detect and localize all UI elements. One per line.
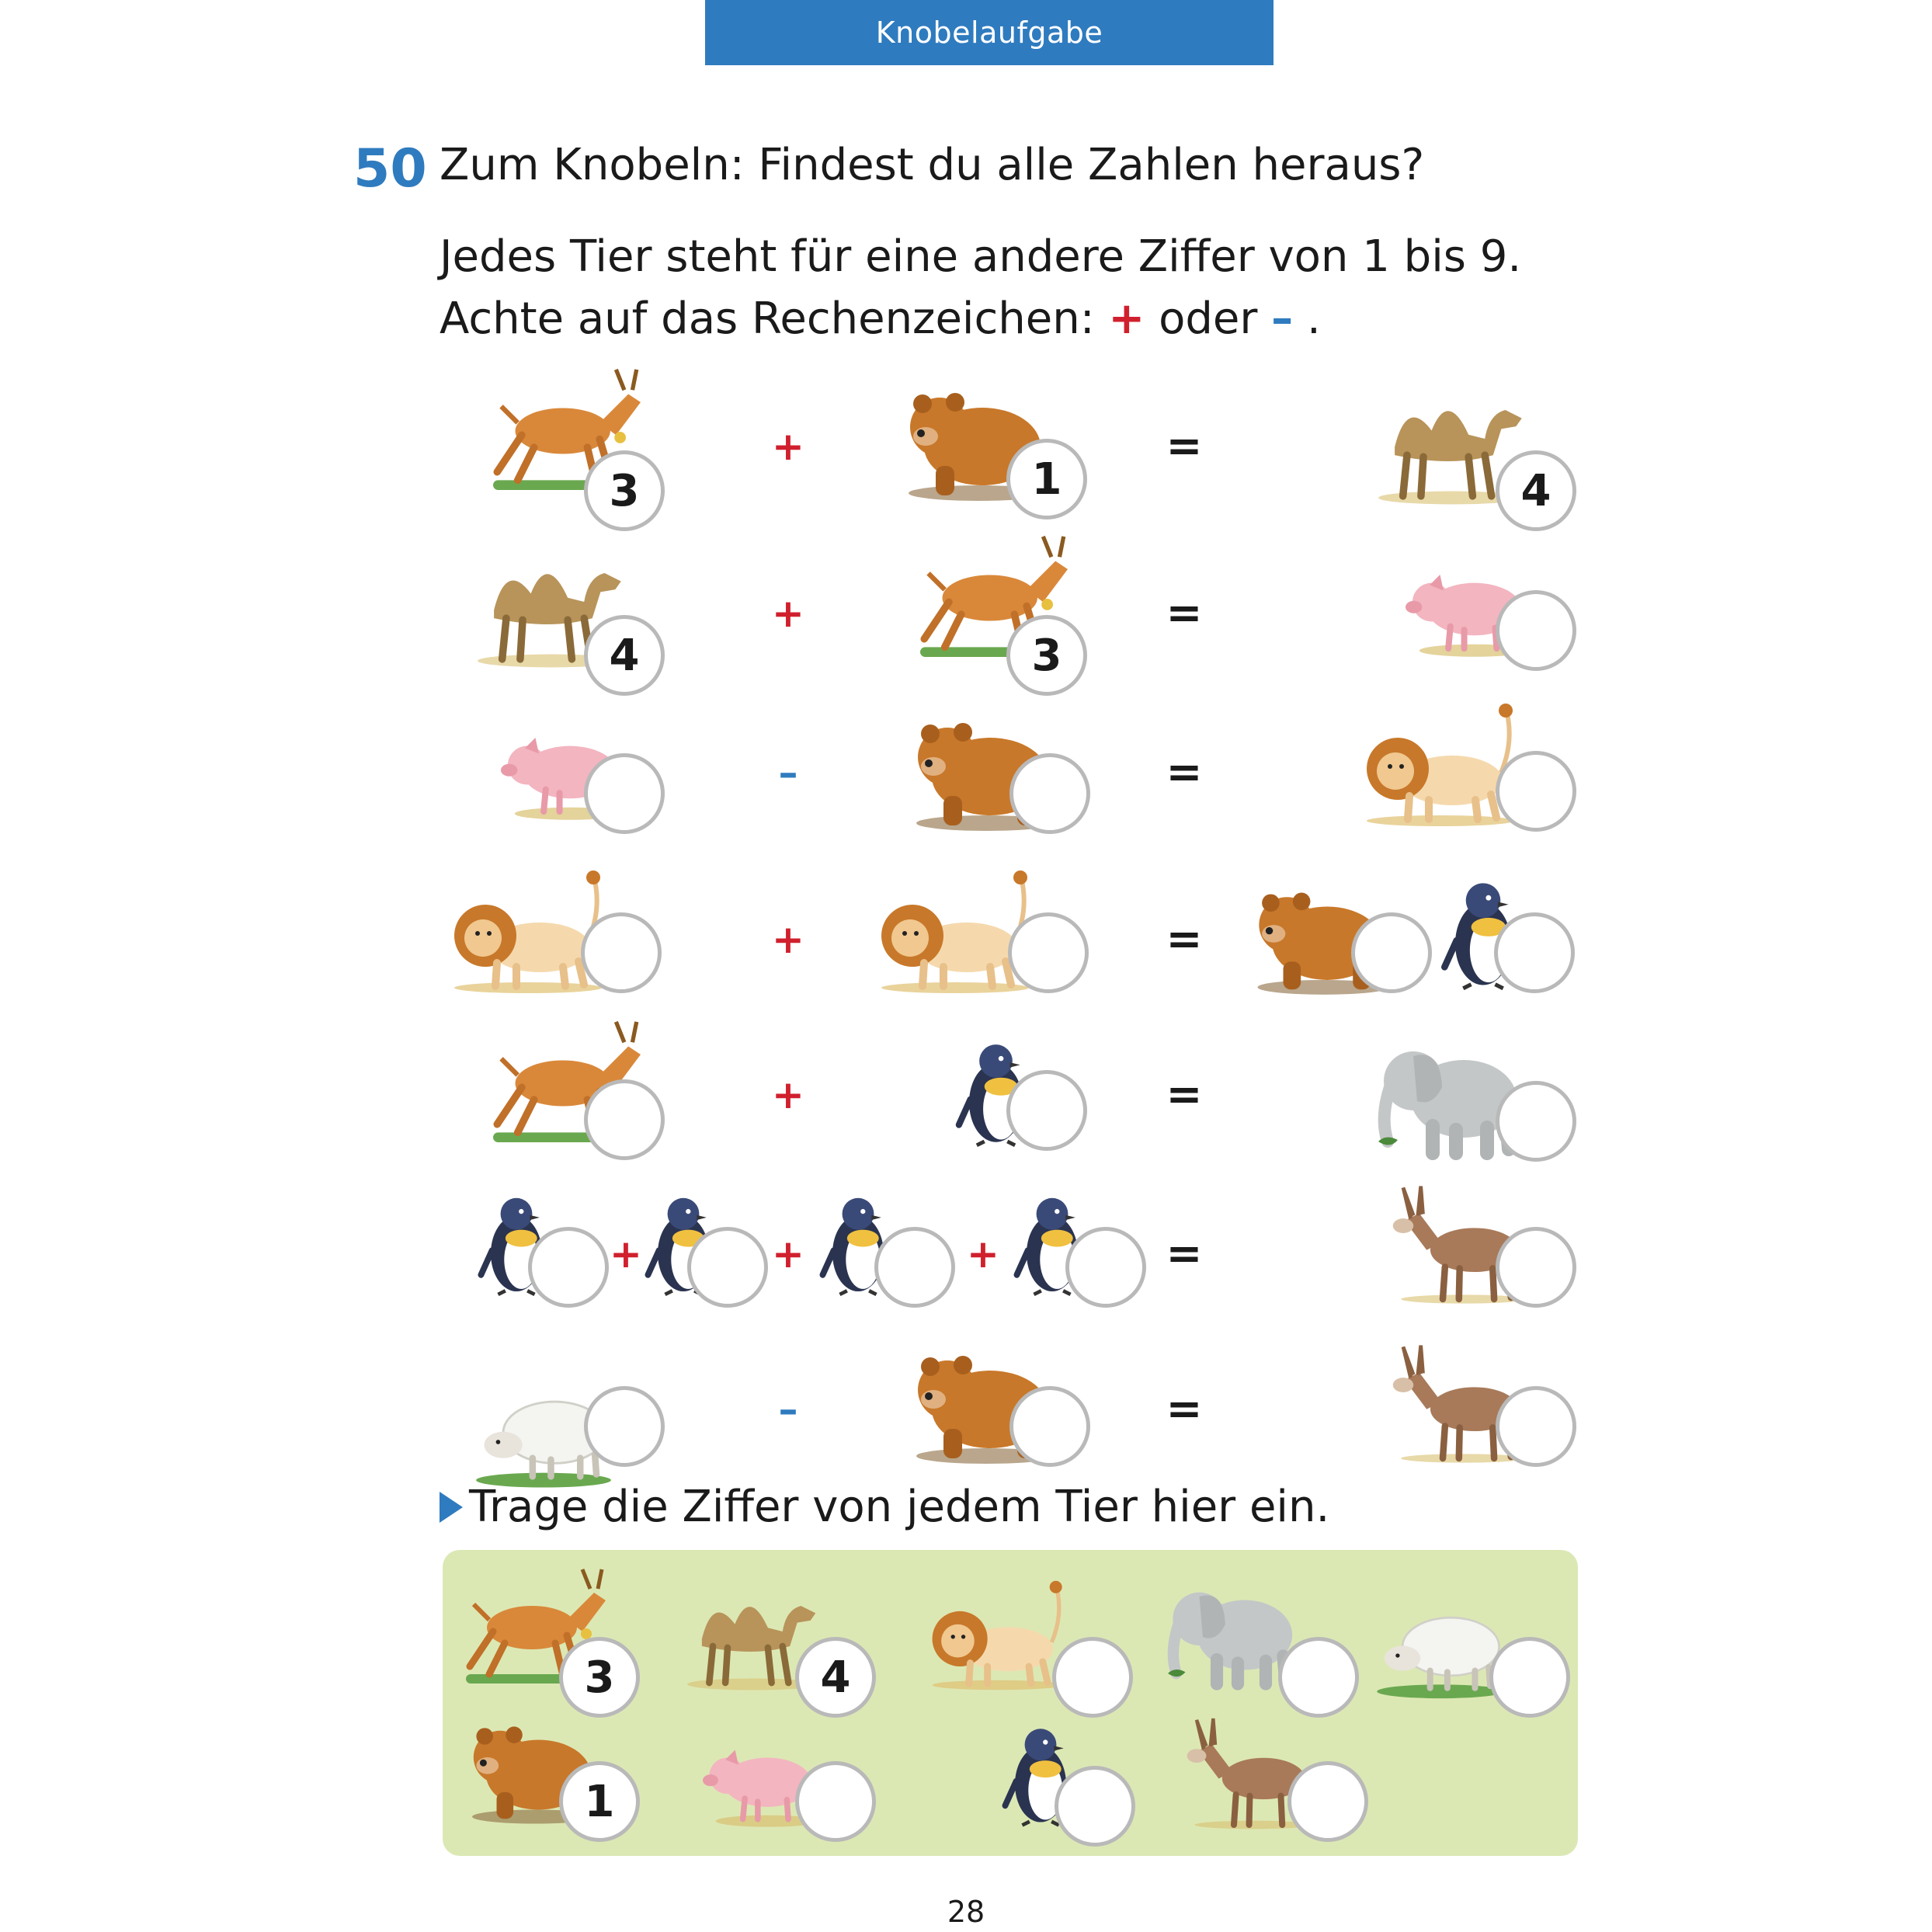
equation-row-1 [0, 357, 1932, 516]
equals-sign: = [1166, 914, 1203, 964]
pig-answer-circle[interactable] [795, 1761, 876, 1842]
goat-answer-circle[interactable]: 3 [559, 1637, 640, 1718]
answer-circle[interactable] [1496, 590, 1576, 671]
equals-sign: = [1166, 1228, 1203, 1279]
instruction-line-2 [440, 294, 1321, 344]
instruction-line-2-middle: oder [1145, 294, 1272, 344]
arrow-right-icon [440, 1492, 463, 1523]
answer-circle[interactable] [1494, 912, 1575, 993]
plus-operator: + [772, 424, 804, 469]
answer-circle[interactable] [1496, 1081, 1576, 1162]
answer-circle[interactable] [1065, 1227, 1146, 1308]
answer-circle[interactable] [584, 1079, 665, 1160]
equation-row-7 [0, 1332, 1932, 1487]
equals-sign: = [1166, 588, 1203, 638]
answer-circle[interactable] [1496, 1227, 1576, 1308]
answer-circle[interactable] [584, 753, 665, 834]
answer-circle[interactable]: 4 [584, 615, 665, 696]
penguin-answer-circle[interactable] [1055, 1766, 1135, 1847]
instruction-line-2-prefix: Achte auf das Rechenzeichen: [440, 294, 1109, 344]
answer-circle[interactable] [874, 1227, 955, 1308]
camel-answer-circle[interactable]: 4 [795, 1637, 876, 1718]
answer-circle[interactable] [581, 912, 662, 993]
answer-circle[interactable] [528, 1227, 609, 1308]
header-title: Knobelaufgabe [875, 16, 1103, 50]
plus-operator: + [772, 1232, 804, 1277]
donkey-answer-circle[interactable] [1287, 1761, 1368, 1842]
equals-sign: = [1166, 1069, 1203, 1120]
instruction-line-2-suffix: . [1293, 294, 1321, 344]
answer-circle[interactable]: 3 [1006, 615, 1087, 696]
answer-circle[interactable]: 1 [1006, 439, 1087, 519]
equals-sign: = [1166, 1384, 1203, 1434]
answer-circle[interactable] [687, 1227, 768, 1308]
prompt [440, 1482, 1329, 1532]
header-bar [705, 0, 1274, 65]
plus-operator: + [772, 1072, 804, 1117]
answer-circle[interactable]: 4 [1496, 450, 1576, 531]
answer-circle[interactable] [1006, 1070, 1087, 1151]
plus-operator: + [610, 1232, 642, 1277]
answer-circle[interactable]: 3 [584, 450, 665, 531]
answer-circle[interactable] [1496, 751, 1576, 832]
minus-sign-legend: – [1271, 294, 1294, 344]
minus-operator: – [778, 1387, 798, 1432]
minus-operator: – [778, 750, 798, 795]
answer-circle[interactable] [1008, 912, 1089, 993]
sheep-image [1371, 1581, 1510, 1705]
equation-row-5 [0, 1009, 1932, 1165]
answer-circle[interactable] [1009, 753, 1090, 834]
task-number: 50 [353, 138, 427, 200]
plus-operator: + [967, 1232, 999, 1277]
plus-sign-legend: + [1108, 294, 1145, 344]
prompt-text: Trage die Ziffer von jedem Tier hier ein. [469, 1482, 1330, 1532]
elephant-answer-circle[interactable] [1278, 1637, 1359, 1718]
answer-circle[interactable] [1009, 1386, 1090, 1467]
lion-image [1355, 695, 1526, 835]
equation-row-3 [0, 695, 1932, 850]
bear-answer-circle[interactable]: 1 [559, 1761, 640, 1842]
page-number: 28 [947, 1895, 985, 1929]
equation-row-4 [0, 862, 1932, 1017]
equals-sign: = [1166, 421, 1203, 471]
answer-box [443, 1550, 1578, 1856]
task-title: Zum Knobeln: Findest du alle Zahlen heraus? [440, 140, 1425, 190]
equation-row-6 [0, 1173, 1932, 1328]
instruction-line-1: Jedes Tier steht für eine andere Ziffer von 1 bis 9. [440, 231, 1522, 282]
equals-sign: = [1166, 747, 1203, 797]
answer-circle[interactable] [1496, 1386, 1576, 1467]
lion-answer-circle[interactable] [1052, 1637, 1133, 1718]
plus-operator: + [772, 917, 804, 962]
plus-operator: + [772, 591, 804, 636]
sheep-answer-circle[interactable] [1489, 1637, 1570, 1718]
answer-circle[interactable] [1351, 912, 1432, 993]
answer-circle[interactable] [584, 1386, 665, 1467]
equation-row-2 [0, 528, 1932, 683]
